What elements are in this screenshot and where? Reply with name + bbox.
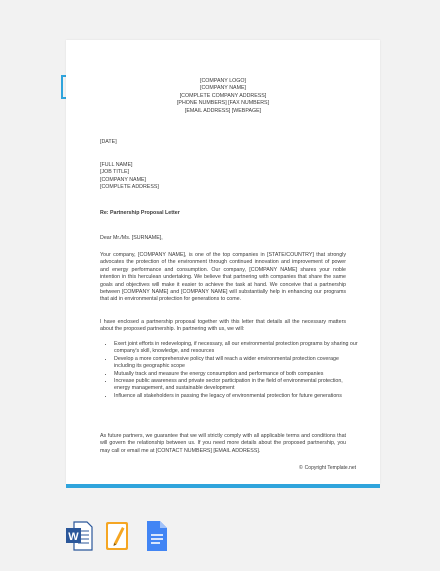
salutation: Dear Mr./Ms. [SURNAME],: [100, 235, 163, 241]
copyright-text: Copyright Template.net: [304, 465, 356, 471]
list-item: • Exert joint efforts in redeveloping, if necessary, all our environmental protection programs by sharing our company's skill, knowledge, and resources: [114, 341, 360, 356]
letterhead: [66, 78, 380, 115]
recipient-line: [FULL NAME]: [100, 162, 133, 168]
date-text: [DATE]: [100, 139, 117, 145]
subject-line: Re: Partnership Proposal Letter: [100, 210, 180, 216]
body-paragraph-1: Your company, [COMPANY NAME], is one of the top companies in [STATE/COUNTRY] that strongly advocates the protection of the environment through continued innovation and improvement of power and energy performance and consumption. Our company, [COMPANY NAME] shares your noble intention in this herculean undertaking. We believe that partnering with companies that share the same goals and objectives will make it easier to achieve the task at hand. We conceive that a partnership between [COMPANY NAME] and [COMPANY NAME] will substantially help in enhancing our programs that aid in environmental protection for generations to come.: [100, 252, 346, 303]
letterhead-line: [COMPANY NAME]: [199, 85, 246, 92]
commitment-list: [100, 341, 360, 400]
letterhead-line: [COMPANY LOGO]: [199, 78, 246, 84]
letterhead-line: [EMAIL ADDRESS] [WEBPAGE]: [184, 107, 262, 114]
word-icon[interactable]: [65, 519, 93, 553]
recipient-line: [COMPLETE ADDRESS]: [100, 184, 159, 191]
letterhead-line: [PHONE NUMBERS] [FAX NUMBERS]: [176, 100, 270, 107]
format-icons: [65, 519, 175, 555]
letterhead-line: [COMPLETE COMPANY ADDRESS]: [179, 92, 267, 99]
pages-icon[interactable]: [104, 519, 132, 553]
body-paragraph-3: As future partners, we guarantee that we will strictly comply with all applicable terms and conditions that will govern the relationship between us. If you need more details about the proposed partnership, you may call or email me at [CONTACT NUMBERS] [EMAIL ADDRESS].: [100, 433, 346, 454]
body-paragraph-2: I have enclosed a partnership proposal together with this letter that details all the necessary matters about the proposed partnership. In partnering with us, we will:: [100, 319, 346, 333]
list-item: • Develop a more comprehensive policy that will reach a wider environmental protection coverage including its geographic scope: [114, 356, 360, 371]
page-bottom-accent: [66, 484, 380, 488]
recipient-line: [JOB TITLE]: [100, 169, 130, 176]
recipient-line: [COMPANY NAME]: [100, 176, 147, 183]
letter-preview-page: [66, 40, 380, 484]
copyright-notice: [276, 465, 356, 472]
list-item: • Influence all stakeholders in passing the legacy of environmental protection for future generations: [114, 393, 360, 400]
recipient-address: [100, 162, 159, 192]
list-item: • Increase public awareness and private sector participation in the field of environmental protection, energy management, and sustainable development: [114, 378, 360, 393]
list-item: • Mutually track and measure the energy consumption and performance of both companies: [114, 371, 360, 378]
letter-date: [100, 139, 117, 146]
copyright-symbol: ©: [298, 465, 303, 471]
google-docs-icon[interactable]: [143, 519, 171, 553]
word-letter: W: [68, 531, 79, 543]
